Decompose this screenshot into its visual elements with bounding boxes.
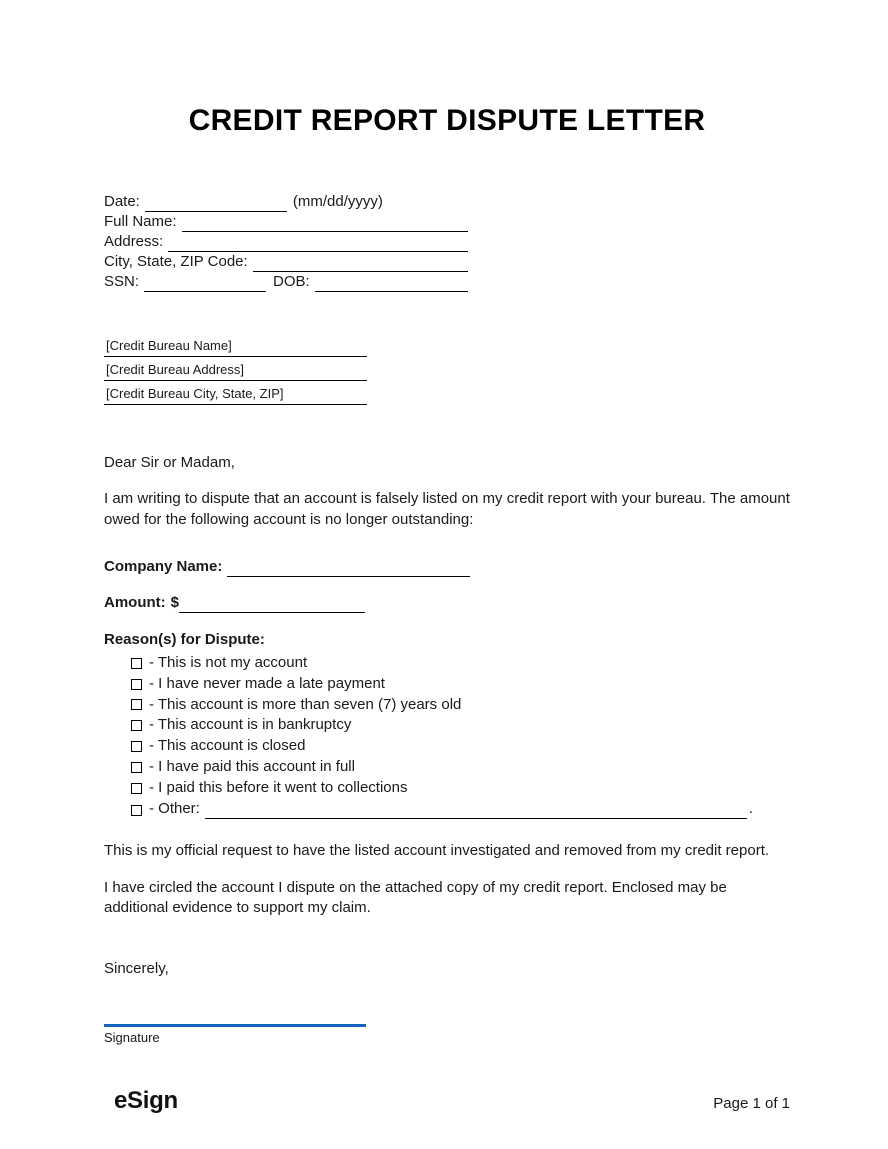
closing-paragraph-1: This is my official request to have the listed account investigated and removed from my credit report.: [104, 842, 770, 860]
reason-label: - This account is in bankruptcy: [149, 716, 352, 734]
address-blank-line[interactable]: [168, 237, 468, 252]
page-footer: [0, 1087, 888, 1115]
reason-item: [131, 736, 790, 757]
date-format-hint: (mm/dd/yyyy): [292, 193, 383, 210]
full-name-row: [104, 212, 468, 232]
address-row: [104, 232, 468, 252]
reason-checkbox-not-my-account[interactable]: [131, 658, 142, 669]
page-number: Page 1 of 1: [713, 1095, 790, 1112]
reason-checkbox-paid-before-collections[interactable]: [131, 783, 142, 794]
credit-bureau-name-field[interactable]: [Credit Bureau Name]: [104, 336, 367, 357]
personal-info-block: [104, 192, 468, 292]
reason-label: - This account is closed: [149, 737, 306, 755]
city-state-zip-row: [104, 252, 468, 272]
amount-currency-symbol: $: [170, 594, 179, 611]
reason-label: - I have paid this account in full: [149, 757, 355, 775]
reason-label: - I have never made a late payment: [149, 674, 385, 692]
reason-other-period: .: [748, 799, 753, 817]
amount-label: Amount:: [104, 594, 166, 611]
credit-bureau-address-field[interactable]: [Credit Bureau Address]: [104, 360, 367, 381]
ssn-blank-line[interactable]: [144, 277, 266, 292]
intro-paragraph: I am writing to dispute that an account is falsely listed on my credit report with your bureau. The amount owed for the following account is no longer outstanding:: [104, 490, 790, 528]
reason-item: [131, 653, 790, 674]
reason-item: [131, 674, 790, 695]
date-row: [104, 192, 468, 212]
dob-blank-line[interactable]: [315, 277, 468, 292]
date-label: Date:: [104, 193, 140, 210]
signature-line[interactable]: [104, 1024, 366, 1027]
reason-item: [131, 778, 790, 799]
amount-row: [104, 593, 470, 613]
valediction: Sincerely,: [104, 959, 169, 977]
reasons-heading: Reason(s) for Dispute:: [104, 631, 265, 648]
reason-list: [131, 653, 790, 819]
dob-label: DOB:: [273, 273, 310, 290]
address-label: Address:: [104, 233, 164, 250]
credit-bureau-city-state-zip-field[interactable]: [Credit Bureau City, State, ZIP]: [104, 384, 367, 405]
reason-item: [131, 695, 790, 716]
reason-item: [131, 715, 790, 736]
company-name-label: Company Name:: [104, 558, 223, 575]
reason-item-other: [131, 799, 753, 820]
signature-label: Signature: [104, 1029, 160, 1045]
reason-label: - I paid this before it went to collections: [149, 778, 408, 796]
full-name-blank-line[interactable]: [182, 217, 468, 232]
reason-checkbox-paid-in-full[interactable]: [131, 762, 142, 773]
reason-label: - This account is more than seven (7) years old: [149, 695, 462, 713]
city-state-zip-label: City, State, ZIP Code:: [104, 253, 248, 270]
reason-checkbox-other[interactable]: [131, 805, 142, 816]
reason-label: - This is not my account: [149, 654, 308, 671]
city-state-zip-blank-line[interactable]: [253, 257, 468, 272]
credit-bureau-block: [104, 336, 367, 405]
reason-checkbox-bankruptcy[interactable]: [131, 720, 142, 731]
reason-other-blank-line[interactable]: [205, 804, 747, 819]
salutation: Dear Sir or Madam,: [104, 454, 235, 471]
esign-logo: eSign: [114, 1087, 178, 1114]
full-name-label: Full Name:: [104, 213, 177, 230]
reason-other-label: - Other:: [149, 799, 200, 817]
company-name-blank-line[interactable]: [227, 562, 470, 577]
ssn-dob-row: [104, 272, 468, 292]
date-blank-line[interactable]: [145, 197, 287, 212]
company-name-row: [104, 557, 470, 577]
reason-checkbox-never-late-payment[interactable]: [131, 679, 142, 690]
reason-item: [131, 757, 790, 778]
page-title: CREDIT REPORT DISPUTE LETTER: [188, 104, 706, 137]
ssn-label: SSN:: [104, 273, 140, 290]
closing-paragraph-2: I have circled the account I dispute on the attached copy of my credit report. Enclosed may be additional evidence to support my claim.: [104, 878, 727, 917]
reason-checkbox-seven-years-old[interactable]: [131, 699, 142, 710]
amount-blank-line[interactable]: [179, 598, 365, 613]
reason-checkbox-account-closed[interactable]: [131, 741, 142, 752]
